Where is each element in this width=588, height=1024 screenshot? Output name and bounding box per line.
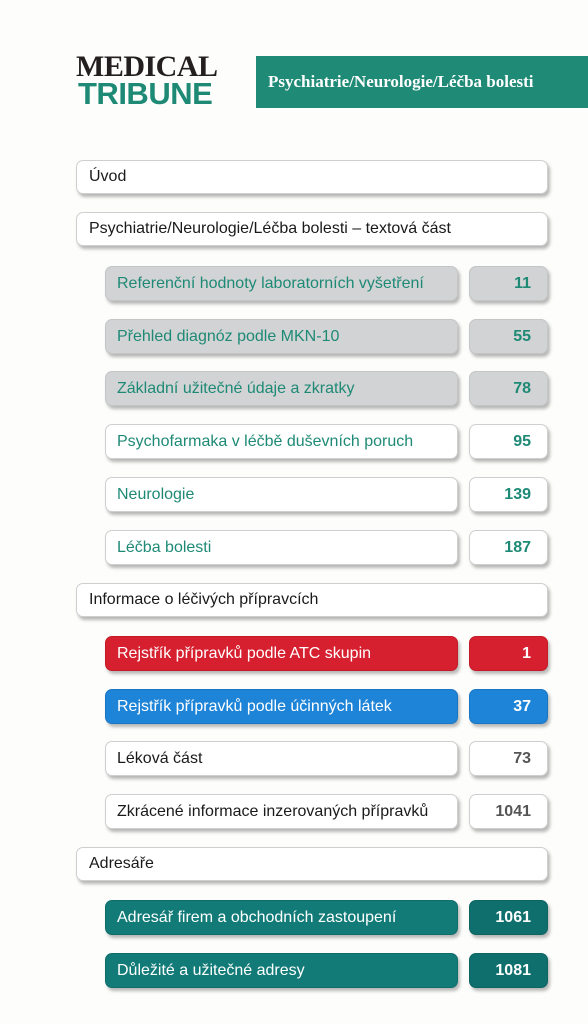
toc-page-number[interactable]: 73: [469, 741, 548, 776]
toc-page-number[interactable]: 1061: [469, 900, 548, 935]
toc-entry-label[interactable]: Neurologie: [105, 477, 458, 512]
toc-entry-label[interactable]: Základní užitečné údaje a zkratky: [105, 371, 458, 406]
toc-row-lecba-bolesti[interactable]: [105, 530, 548, 565]
toc-entry-label[interactable]: Psychofarmaka v léčbě duševních poruch: [105, 424, 458, 459]
toc-entry-label[interactable]: Rejstřík přípravků podle účinných látek: [105, 689, 458, 724]
toc-row-neurologie[interactable]: [105, 477, 548, 512]
header-band: Psychiatrie/Neurologie/Léčba bolesti: [256, 56, 588, 108]
toc-page-number[interactable]: 1041: [469, 794, 548, 829]
toc-page-number[interactable]: 37: [469, 689, 548, 724]
toc-row-psychofarmaka[interactable]: [105, 424, 548, 459]
toc-row-referencni-hodnoty[interactable]: [105, 266, 548, 301]
toc-page-number[interactable]: 55: [469, 319, 548, 354]
toc-page-number[interactable]: 78: [469, 371, 548, 406]
toc-entry-label[interactable]: Zkrácené informace inzerovaných přípravků: [105, 794, 458, 829]
toc-row-prehled-diagnoz[interactable]: [105, 319, 548, 354]
logo-medical-text: MEDICAL: [76, 50, 218, 83]
toc-page-number[interactable]: 187: [469, 530, 548, 565]
toc-entry-label[interactable]: Důležité a užitečné adresy: [105, 953, 458, 988]
section-uvod[interactable]: Úvod: [76, 160, 548, 194]
toc-page-number[interactable]: 1081: [469, 953, 548, 988]
toc-page-number[interactable]: 11: [469, 266, 548, 301]
toc-entry-label[interactable]: Adresář firem a obchodních zastoupení: [105, 900, 458, 935]
toc-entry-label[interactable]: Léčba bolesti: [105, 530, 458, 565]
toc-row-zakladni-udaje[interactable]: [105, 371, 548, 406]
toc-page-number[interactable]: 1: [469, 636, 548, 671]
toc-page-number[interactable]: 139: [469, 477, 548, 512]
toc-entry-label[interactable]: Rejstřík přípravků podle ATC skupin: [105, 636, 458, 671]
toc-row-zkracene-informace[interactable]: [105, 794, 548, 829]
section-informace[interactable]: Informace o léčivých přípravcích: [76, 583, 548, 617]
toc-entry-label[interactable]: Léková část: [105, 741, 458, 776]
toc-row-lekova-cast[interactable]: [105, 741, 548, 776]
toc-row-rejstrik-atc[interactable]: [105, 636, 548, 671]
logo-tribune-text: TRIBUNE: [78, 76, 213, 111]
toc-entry-label[interactable]: Referenční hodnoty laboratorních vyšetření: [105, 266, 458, 301]
toc-page-number[interactable]: 95: [469, 424, 548, 459]
toc-entry-label[interactable]: Přehled diagnóz podle MKN-10: [105, 319, 458, 354]
toc-row-rejstrik-ucinnych-latek[interactable]: [105, 689, 548, 724]
toc-row-adresar-firem[interactable]: [105, 900, 548, 935]
section-adresare[interactable]: Adresáře: [76, 847, 548, 881]
section-textova-cast[interactable]: Psychiatrie/Neurologie/Léčba bolesti – textová část: [76, 212, 548, 246]
toc-row-dulezite-adresy[interactable]: [105, 953, 548, 988]
